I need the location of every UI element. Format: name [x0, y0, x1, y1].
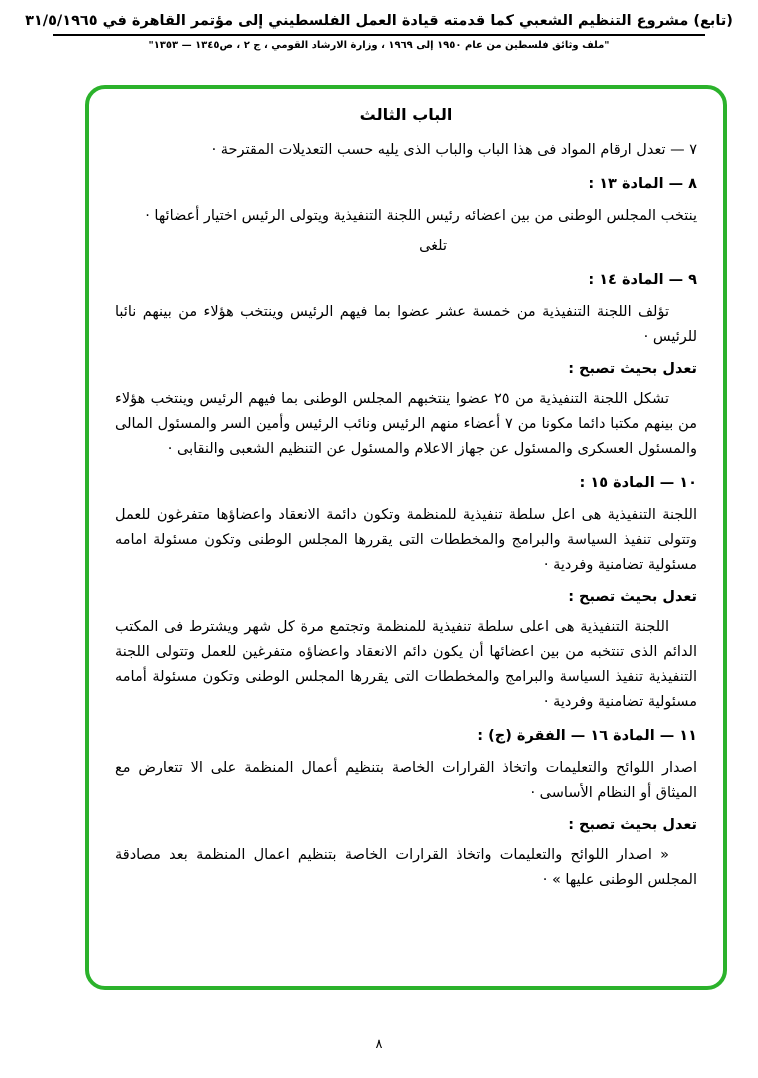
amendment-heading-2: تعدل بحيث تصبح :	[568, 589, 697, 605]
article-15-amended-text: اللجنة التنفيذية هى اعلى سلطة تنفيذية للمنظمة وتجتمع مرة كل شهر ويشترط فى المكتب الدائم الذى تنتخبه من بين اعضائها أن يكون دائم الانعقاد واعضاؤه متفرغين للعمل وتتولى اللجنة التنفيذية تنفيذ السياسة والبرامج والمخططات التى يقررها المجلس الوطنى وتكون مسئولة أمامه مسئولية تضامنية وفردية ·	[115, 619, 697, 710]
article-16-text: اصدار اللوائح والتعليمات واتخاذ القرارات الخاصة بتنظيم أعمال المنظمة على الا تتعارض مع الميثاق أو النظام الأساسى ·	[115, 760, 697, 801]
article-16-heading: ١١ — المادة ١٦ — الفقرة (ج) :	[477, 728, 697, 744]
page-number: ٨	[375, 1037, 383, 1052]
amendment-heading-3: تعدل بحيث تصبح :	[568, 817, 697, 833]
article-16-amended-text: « اصدار اللوائح والتعليمات واتخاذ القرارات الخاصة بتنظيم اعمال المنظمة بعد مصادقة المجلس الوطنى عليها » ·	[115, 847, 697, 888]
document-frame	[85, 85, 727, 990]
header-title: (تابع) مشروع التنظيم الشعبي كما قدمته قيادة العمل الفلسطيني إلى مؤتمر القاهرة في ٣١/٥/١٩٦٥	[25, 13, 733, 29]
item-7-paragraph: ٧ — تعدل ارقام المواد فى هذا الباب والباب الذى يليه حسب التعديلات المقترحة ·	[211, 142, 697, 158]
article-15-text: اللجنة التنفيذية هى اعل سلطة تنفيذية للمنظمة وتكون دائمة الانعقاد واعضاؤها متفرغون للعمل وتتولى تنفيذ السياسة والبرامج والمخططات التى يقررها المجلس الوطنى وتكون مسئولة امامه مسئولية تضامنية وفردية ·	[115, 507, 697, 573]
article-15-heading: ١٠ — المادة ١٥ :	[579, 475, 697, 491]
article-14-heading: ٩ — المادة ١٤ :	[588, 272, 697, 288]
page-header	[0, 0, 758, 51]
header-source: "ملف وثائق فلسطين من عام ١٩٥٠ إلى ١٩٦٩ ، وزارة الارشاد القومي ، ج ٢ ، ص١٣٤٥ — ١٣٥٣"	[148, 40, 610, 51]
article-14-amended-text: تشكل اللجنة التنفيذية من ٢٥ عضوا ينتخبهم المجلس الوطنى بما فيهم الرئيس وينتخب هؤلاء من بينهم مكتبا دائما مكونا من ٧ أعضاء منهم الرئيس ونائب الرئيس وأمين السر والمسئول المالى والمسئول العسكرى والمسئول عن جهاز الاعلام والمسئول عن التنظيم الشعبى والنقابى ·	[115, 391, 697, 457]
amendment-heading-1: تعدل بحيث تصبح :	[568, 361, 697, 377]
article-14-text: تؤلف اللجنة التنفيذية من خمسة عشر عضوا بما فيهم الرئيس وينتخب هؤلاء من بينهم نائبا للرئيس ·	[115, 304, 697, 345]
article-13-heading: ٨ — المادة ١٣ :	[588, 176, 697, 192]
article-13-text: ينتخب المجلس الوطنى من بين اعضائه رئيس اللجنة التنفيذية ويتولى الرئيس اختيار أعضائها ·	[145, 208, 697, 224]
chapter-heading: الباب الثالث	[359, 105, 453, 124]
cancelled-note: تلغى	[419, 238, 447, 254]
header-divider	[53, 34, 705, 36]
